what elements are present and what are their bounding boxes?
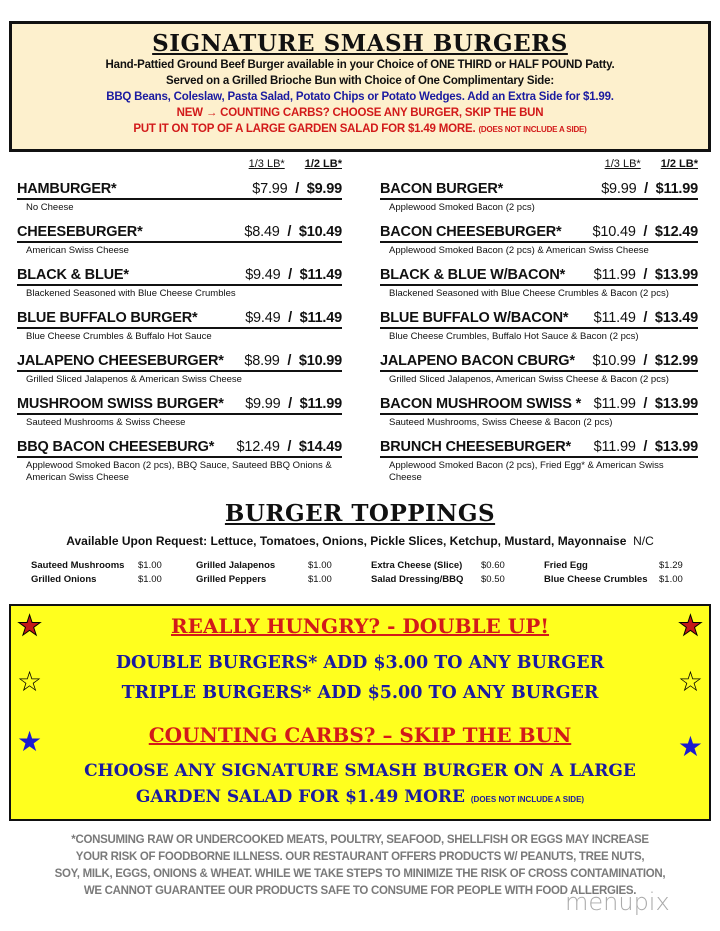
item-price: $10.99 / $12.99 (592, 353, 698, 369)
menu-item (380, 266, 698, 309)
menu-item (17, 309, 342, 352)
item-price: $7.99 / $9.99 (252, 181, 342, 197)
price-half: $13.49 (654, 310, 698, 326)
menu-item (380, 223, 698, 266)
menu-item (17, 438, 342, 481)
menu-item (380, 395, 698, 438)
price-half: $14.49 (298, 439, 342, 455)
item-description: Applewood Smoked Bacon (2 pcs), Fried Egg* & American Swiss Cheese (389, 460, 664, 483)
double-up-heading: REALLY HUNGRY? - DOUBLE UP! (170, 614, 550, 638)
menu-item-row (17, 395, 342, 415)
item-name: BLUE BUFFALO BURGER* (17, 310, 198, 326)
menu-item (17, 266, 342, 309)
page-title: SIGNATURE SMASH BURGERS (152, 30, 568, 57)
menu-item-row (380, 438, 698, 458)
red-star-icon: ★ (17, 609, 43, 642)
item-price: $10.49 / $12.49 (592, 224, 698, 240)
price-third: $9.49 (245, 267, 281, 283)
red-star-icon: ★ (677, 609, 703, 642)
half-lb-header: 1/2 LB* (660, 158, 698, 170)
promo-box (9, 604, 711, 821)
toppings-heading-wrap (0, 494, 720, 527)
right-menu-column (380, 158, 698, 481)
size-headers (380, 158, 698, 180)
white-star-icon: ☆ (677, 665, 703, 698)
garden-text: GARDEN SALAD FOR $1.49 MORE (135, 787, 465, 807)
price-half: $13.99 (654, 267, 698, 283)
left-menu-column (17, 158, 342, 481)
header-box (9, 21, 711, 152)
item-description: Grilled Sliced Jalapenos, American Swiss Cheese & Bacon (2 pcs) (389, 374, 669, 385)
item-price: $8.99 / $10.99 (244, 353, 342, 369)
price-third: $7.99 (252, 181, 288, 197)
topping-name: Grilled Peppers (196, 574, 267, 585)
item-name: BLACK & BLUE W/BACON* (380, 267, 566, 283)
salad-note: (DOES NOT INCLUDE A SIDE) (478, 125, 587, 134)
price-half: $11.49 (299, 267, 342, 283)
topping-price: $0.60 (481, 560, 505, 571)
item-name: MUSHROOM SWISS BURGER* (17, 396, 224, 412)
menu-item-row (380, 309, 698, 329)
price-third: $10.49 (592, 224, 636, 240)
item-name: CHEESEBURGER* (17, 224, 143, 240)
item-name: BLUE BUFFALO W/BACON* (380, 310, 569, 326)
menu-item (380, 180, 698, 223)
topping-name: Sauteed Mushrooms (31, 560, 125, 571)
item-description: Applewood Smoked Bacon (2 pcs) & American Swiss Cheese (389, 245, 649, 256)
white-star-icon: ☆ (17, 665, 43, 698)
topping-name: Extra Cheese (Slice) (371, 560, 463, 571)
size-headers (17, 158, 342, 180)
salad-line (12, 121, 708, 138)
item-name: BACON BURGER* (380, 181, 504, 197)
intro-line: Hand-Pattied Ground Beef Burger available in your Choice of ONE THIRD or HALF POUND Patty. (105, 59, 615, 71)
disclaimer-line: SOY, MILK, EGGS, ONIONS & WHEAT. WHILE WE TAKE STEPS TO MINIMIZE THE RISK OF CROSS CONTAMINATION, (54, 868, 666, 880)
intro-line: Served on a Grilled Brioche Bun with Choice of One Complimentary Side: (166, 75, 554, 87)
item-price: $9.49 / $11.49 (245, 267, 342, 283)
third-lb-header: 1/3 LB* (604, 158, 641, 170)
disclaimer-line: WE CANNOT GUARANTEE OUR PRODUCTS SAFE TO CONSUME FOR PEOPLE WITH FOOD ALLERGIES. (83, 885, 637, 897)
topping-name: Fried Egg (544, 560, 588, 571)
half-lb-header: 1/2 LB* (304, 158, 342, 170)
topping-price: $1.29 (659, 560, 683, 571)
choose-line: CHOOSE ANY SIGNATURE SMASH BURGER ON A LARGE (84, 761, 636, 781)
price-half: $10.99 (298, 353, 342, 369)
item-name: BRUNCH CHEESEBURGER* (380, 439, 571, 455)
price-half: $11.99 (655, 181, 698, 197)
item-price: $9.99 / $11.99 (245, 396, 342, 412)
menu-item (380, 309, 698, 352)
item-name: BBQ BACON CHEESEBURG* (17, 439, 215, 455)
salad-text: PUT IT ON TOP OF A LARGE GARDEN SALAD FOR $1.49 MORE. (133, 123, 476, 135)
carbs-line: NEW → COUNTING CARBS? CHOOSE ANY BURGER, SKIP THE BUN (176, 107, 544, 119)
item-description: Blue Cheese Crumbles & Buffalo Hot Sauce (26, 331, 212, 342)
item-description: Sauteed Mushrooms, Swiss Cheese & Bacon (2 pcs) (389, 417, 613, 428)
topping-name: Salad Dressing/BBQ (371, 574, 464, 585)
item-description: Blackened Seasoned with Blue Cheese Crumbles & Bacon (2 pcs) (389, 288, 669, 299)
toppings-grid (31, 560, 691, 585)
price-third: $11.99 (593, 439, 636, 455)
item-description: Sauteed Mushrooms & Swiss Cheese (26, 417, 186, 428)
item-name: BACON MUSHROOM SWISS * (380, 396, 582, 412)
price-half: $12.99 (654, 353, 698, 369)
menu-item-row (17, 309, 342, 329)
menu-item-row (17, 180, 342, 200)
topping-price: $0.50 (481, 574, 505, 585)
topping-price: $1.00 (138, 574, 162, 585)
menu-item-row (17, 223, 342, 243)
item-description: Blue Cheese Crumbles, Buffalo Hot Sauce & Bacon (2 pcs) (389, 331, 639, 342)
price-third: $9.99 (245, 396, 281, 412)
item-name: BACON CHEESEBURGER* (380, 224, 562, 240)
menu-item-row (380, 223, 698, 243)
item-price: $9.99 / $11.99 (601, 181, 698, 197)
blue-star-icon: ★ (17, 725, 43, 758)
menu-item (17, 352, 342, 395)
price-half: $11.49 (299, 310, 342, 326)
watermark-logo: menupix (565, 888, 670, 916)
triple-burgers: TRIPLE BURGERS* ADD $5.00 TO ANY BURGER (121, 683, 599, 703)
item-description: American Swiss Cheese (26, 245, 129, 256)
no-charge: N/C (633, 534, 654, 548)
price-half: $11.99 (299, 396, 342, 412)
disclaimer-line: *CONSUMING RAW OR UNDERCOOKED MEATS, POULTRY, SEAFOOD, SHELLFISH OR EGGS MAY INCREASE (71, 834, 649, 846)
item-price: $12.49 / $14.49 (236, 439, 342, 455)
price-half: $10.49 (298, 224, 342, 240)
garden-note: (DOES NOT INCLUDE A SIDE) (470, 795, 585, 804)
sides-line: BBQ Beans, Coleslaw, Pasta Salad, Potato Chips or Potato Wedges. Add an Extra Side for $1.99. (106, 91, 614, 103)
item-description: Grilled Sliced Jalapenos & American Swiss Cheese (26, 374, 242, 385)
menu-item-row (380, 266, 698, 286)
available-text: Available Upon Request: Lettuce, Tomatoes, Onions, Pickle Slices, Ketchup, Mustard, Mayonnaise (66, 534, 627, 548)
menu-item (17, 395, 342, 438)
price-half: $12.49 (654, 224, 698, 240)
menu-item-row (17, 266, 342, 286)
toppings-available (0, 534, 720, 548)
item-name: HAMBURGER* (17, 181, 117, 197)
topping-price: $1.00 (308, 574, 332, 585)
price-third: $9.99 (601, 181, 637, 197)
item-price: $11.49 / $13.49 (593, 310, 698, 326)
menu-item-row (380, 352, 698, 372)
topping-price: $1.00 (659, 574, 683, 585)
topping-name: Grilled Jalapenos (196, 560, 276, 571)
garden-line (11, 787, 709, 807)
item-description: No Cheese (26, 202, 74, 213)
price-third: $11.49 (593, 310, 636, 326)
price-half: $13.99 (654, 439, 698, 455)
item-name: JALAPENO CHEESEBURGER* (17, 353, 224, 369)
topping-price: $1.00 (138, 560, 162, 571)
menu-item (380, 438, 698, 481)
item-description: Applewood Smoked Bacon (2 pcs), BBQ Sauce, Sauteed BBQ Onions & American Swiss Cheese (26, 460, 332, 483)
price-half: $9.99 (306, 181, 342, 197)
disclaimer-line: YOUR RISK OF FOODBORNE ILLNESS. OUR RESTAURANT OFFERS PRODUCTS W/ PEANUTS, TREE NUTS, (75, 851, 645, 863)
price-third: $11.99 (593, 267, 636, 283)
item-price: $9.49 / $11.49 (245, 310, 342, 326)
item-price: $8.49 / $10.49 (244, 224, 342, 240)
price-third: $12.49 (236, 439, 280, 455)
price-third: $8.99 (244, 353, 280, 369)
menu-item-row (17, 352, 342, 372)
price-half: $13.99 (654, 396, 698, 412)
toppings-title: BURGER TOPPINGS (224, 500, 496, 527)
topping-price: $1.00 (308, 560, 332, 571)
price-third: $8.49 (244, 224, 280, 240)
third-lb-header: 1/3 LB* (248, 158, 285, 170)
price-third: $9.49 (245, 310, 281, 326)
skip-bun-heading: COUNTING CARBS? – SKIP THE BUN (148, 723, 572, 747)
topping-name: Grilled Onions (31, 574, 97, 585)
menu-item (17, 223, 342, 266)
item-price: $11.99 / $13.99 (593, 267, 698, 283)
menu-item-row (380, 180, 698, 200)
item-description: Applewood Smoked Bacon (2 pcs) (389, 202, 535, 213)
item-price: $11.99 / $13.99 (593, 439, 698, 455)
menu-item-row (17, 438, 342, 458)
price-third: $11.99 (593, 396, 636, 412)
menu-item (380, 352, 698, 395)
item-name: BLACK & BLUE* (17, 267, 129, 283)
menu-item (17, 180, 342, 223)
menu-item-row (380, 395, 698, 415)
item-price: $11.99 / $13.99 (593, 396, 698, 412)
price-third: $10.99 (592, 353, 636, 369)
item-name: JALAPENO BACON CBURG* (380, 353, 575, 369)
blue-star-icon: ★ (677, 730, 703, 763)
double-burgers: DOUBLE BURGERS* ADD $3.00 TO ANY BURGER (115, 653, 605, 673)
topping-name: Blue Cheese Crumbles (544, 574, 648, 585)
item-description: Blackened Seasoned with Blue Cheese Crumbles (26, 288, 236, 299)
